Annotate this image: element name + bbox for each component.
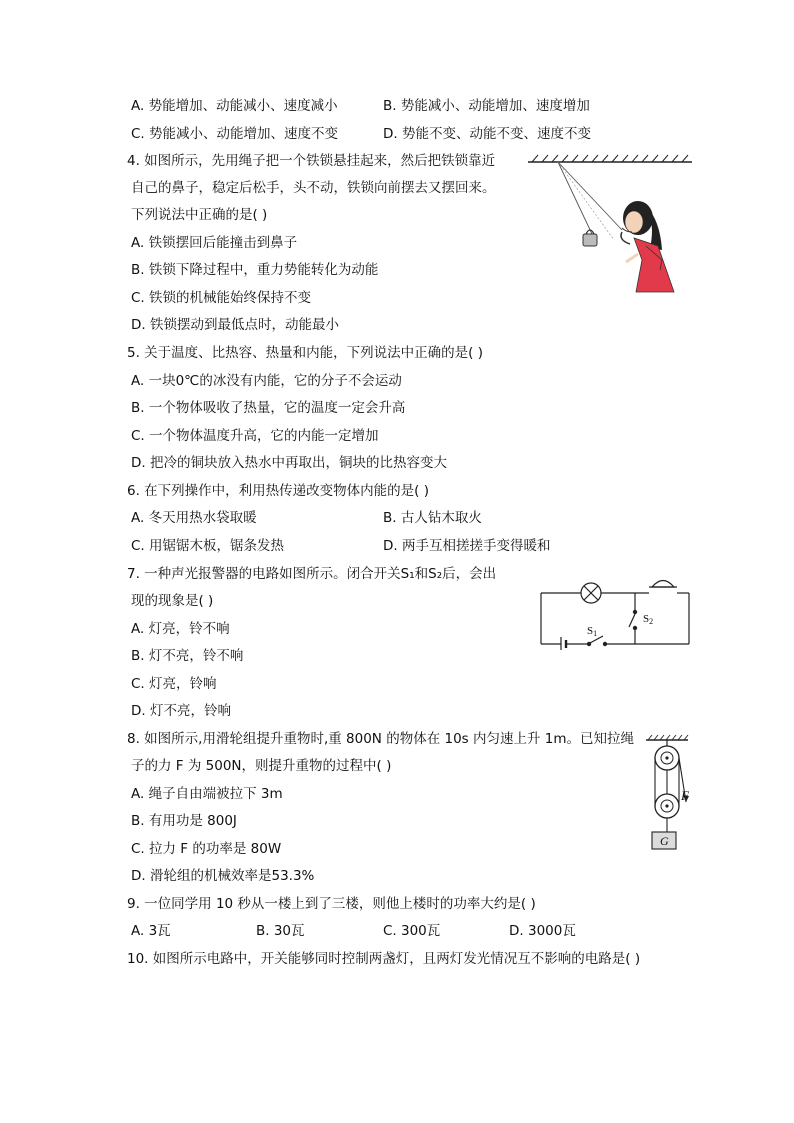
q6-stem: 6. 在下列操作中，利用热传递改变物体内能的是( ) [127,483,429,499]
q9-option-c: C. 300瓦 [383,923,441,939]
q5-option-b: B. 一个物体吸收了热量，它的温度一定会升高 [131,400,406,416]
q4-option-c: C. 铁锁的机械能始终保持不变 [131,290,312,306]
q9-option-d: D. 3000瓦 [509,923,576,939]
q7-stem-line1: 7. 一种声光报警器的电路如图所示。闭合开关S₁和S₂后，会出 [127,566,497,582]
q3-option-a: A. 势能增加、动能减小、速度减小 [131,98,338,114]
q8-stem-line2: 子的力 F 为 500N，则提升重物的过程中( ) [131,758,392,774]
q10-stem: 10. 如图所示电路中，开关能够同时控制两盏灯，且两灯发光情况互不影响的电路是( ) [127,951,641,967]
q9-option-a: A. 3瓦 [131,923,171,939]
q4-option-d: D. 铁锁摆动到最低点时，动能最小 [131,317,339,333]
svg-text:S2: S2 [643,613,654,626]
svg-text:S1: S1 [587,625,598,638]
q6-option-d: D. 两手互相搓搓手变得暖和 [383,538,551,554]
alarm-circuit-figure [535,570,695,650]
q5-option-c: C. 一个物体温度升高，它的内能一定增加 [131,428,379,444]
q6-option-c: C. 用锯锯木板，锯条发热 [131,538,285,554]
q3-option-d: D. 势能不变、动能不变、速度不变 [383,126,591,142]
q8-stem-line1: 8. 如图所示,用滑轮组提升重物时,重 800N 的物体在 10s 内匀速上升 1m。已知拉绳 [127,731,635,747]
q9-option-b: B. 30瓦 [256,923,305,939]
q3-option-b: B. 势能减小、动能增加、速度增加 [383,98,590,114]
q9-stem: 9. 一位同学用 10 秒从一楼上到了三楼，则他上楼时的功率大约是( ) [127,896,536,912]
q4-stem-line1: 4. 如图所示，先用绳子把一个铁锁悬挂起来，然后把铁锁靠近 [127,153,496,169]
q8-option-a: A. 绳子自由端被拉下 3m [131,786,283,802]
q8-option-c: C. 拉力 F 的功率是 80W [131,841,282,857]
force-label: F [681,788,689,803]
switch-s2 [629,614,635,627]
pendulum-girl-figure [522,150,697,298]
q7-option-d: D. 灯不亮，铃响 [131,703,231,719]
q4-stem-line2: 自己的鼻子，稳定后松手，头不动，铁锁向前摆去又摆回来。 [131,180,496,196]
q7-option-a: A. 灯亮，铃不响 [131,621,230,637]
pulley-system-figure [640,734,700,854]
q6-option-b: B. 古人钻木取火 [383,510,482,526]
weight-label: G [660,834,669,848]
q4-option-b: B. 铁锁下降过程中，重力势能转化为动能 [131,262,379,278]
q7-option-b: B. 灯不亮，铃不响 [131,648,244,664]
q5-stem: 5. 关于温度、比热容、热量和内能，下列说法中正确的是( ) [127,345,483,361]
q8-option-b: B. 有用功是 800J [131,813,237,829]
q4-stem-line3: 下列说法中正确的是( ) [131,207,268,223]
q7-stem-line2: 现的现象是( ) [131,593,214,609]
bell-icon [652,581,674,588]
q8-option-d: D. 滑轮组的机械效率是53.3% [131,868,315,884]
q5-option-d: D. 把冷的铜块放入热水中再取出，铜块的比热容变大 [131,455,447,471]
q3-option-c: C. 势能减小、动能增加、速度不变 [131,126,339,142]
q4-option-a: A. 铁锁摆回后能撞击到鼻子 [131,235,298,251]
q6-option-a: A. 冬天用热水袋取暖 [131,510,257,526]
q5-option-a: A. 一块0℃的冰没有内能，它的分子不会运动 [131,373,402,389]
q7-option-c: C. 灯亮，铃响 [131,676,217,692]
